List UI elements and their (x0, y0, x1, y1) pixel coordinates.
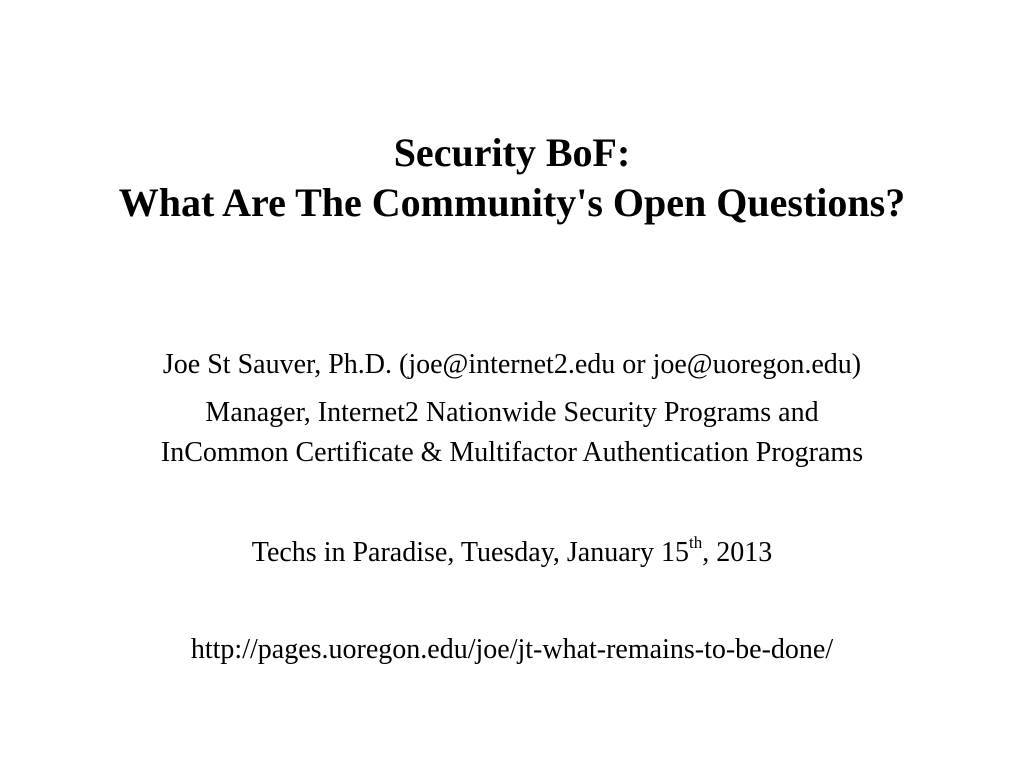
event-prefix: Techs in Paradise, Tuesday, January 15 (251, 537, 689, 568)
role-line-2: InCommon Certificate & Multifactor Authentication Programs (160, 437, 864, 468)
event-ordinal-suffix: th (688, 532, 703, 552)
slide-title (0, 128, 1024, 228)
title-line-2: What Are The Community's Open Questions? (118, 180, 906, 225)
title-line-1: Security BoF: (393, 130, 631, 175)
role-line-1: Manager, Internet2 Nationwide Security Programs and (205, 397, 819, 428)
url-link: http://pages.uoregon.edu/joe/jt-what-remains-to-be-done/ (190, 634, 834, 665)
event-line (0, 532, 1024, 570)
author-line: Joe St Sauver, Ph.D. (joe@internet2.edu or joe@uoregon.edu) (162, 349, 862, 380)
event-suffix: , 2013 (702, 537, 773, 568)
